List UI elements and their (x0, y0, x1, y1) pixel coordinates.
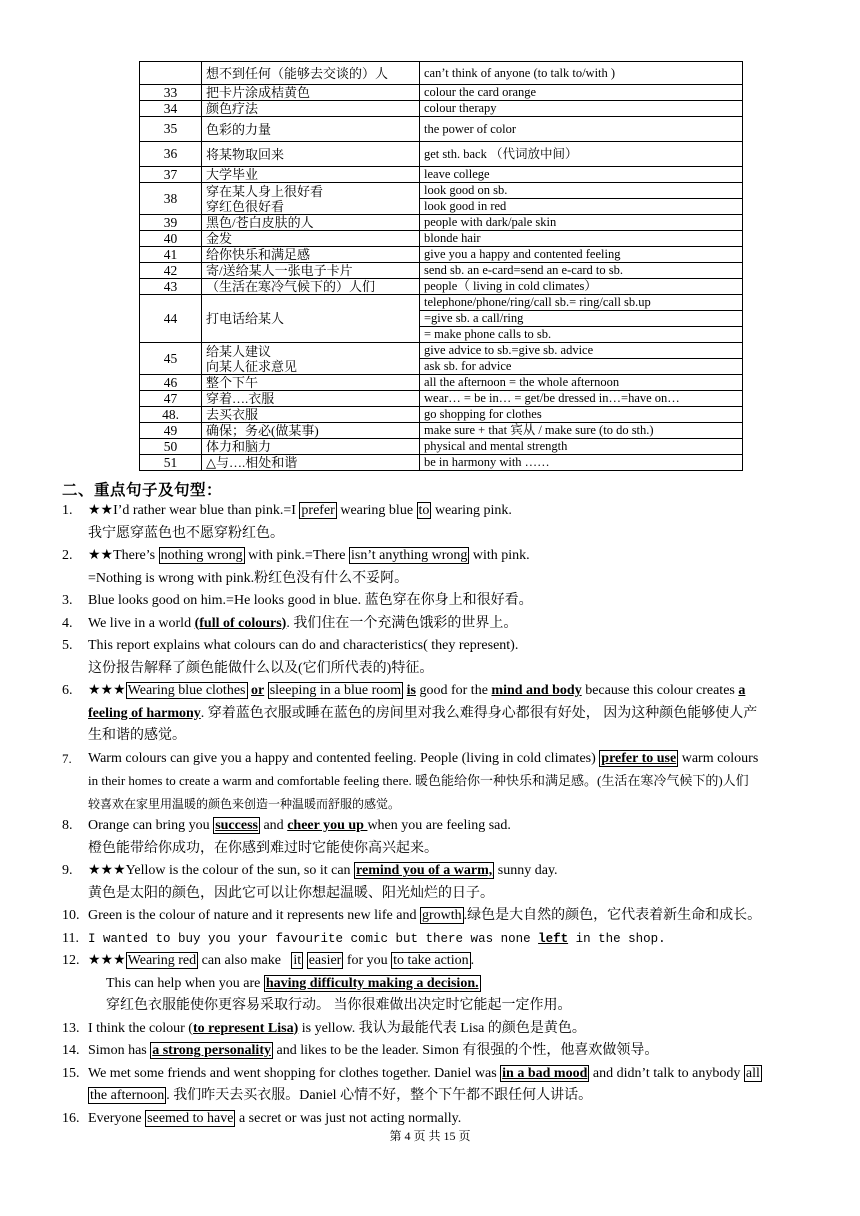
sentence-number: 16. (62, 1110, 80, 1126)
vocab-chinese: 体力和脑力 (202, 439, 420, 455)
boxed-phrase: isn’t anything wrong (350, 548, 468, 563)
sentence-number: 1. (62, 503, 73, 518)
sentence-number: 8. (62, 818, 73, 833)
boxed-phrase: seemed to have (147, 1110, 234, 1126)
sentence-2: 2. ★★There’s nothing wrong with pink.=There isn’t anything wrong with pink. (62, 545, 822, 568)
sentence-number: 15. (62, 1065, 80, 1081)
vocab-chinese: 把卡片涂成桔黄色 (202, 85, 420, 101)
sentence-number: 3. (62, 593, 73, 608)
sentence-9: 9. ★★★Yellow is the colour of the sun, so it can remind you of a warm, sunny day. (62, 860, 822, 883)
sentence-text: in their homes to create a warm and comfortable feeling there. 暖色能给你一种快乐和满足感。(生活在寒冷气候下的)人们 (88, 773, 749, 788)
vocab-row (140, 439, 743, 455)
key-phrase: cheer you up (287, 818, 368, 833)
boxed-phrase: the afternoon (90, 1088, 165, 1103)
vocab-row (140, 343, 743, 359)
sentence-text: Blue looks good on him.=He looks good in blue. 蓝色穿在你身上和很好看。 (88, 593, 533, 608)
vocab-row (140, 423, 743, 439)
sentence-number: 5. (62, 638, 73, 653)
vocab-english: people with dark/pale skin (420, 215, 743, 231)
key-sentences: 1. ★★I’d rather wear blue than pink.=I prefer wearing blue to wearing pink. 我宁愿穿蓝色也不愿穿粉红色。 2. ★★There’s nothing wrong with pink.=There isn’t anything wrong with pink. =Nothing is wrong with pink.粉红色没有什么不妥阿。 3. Blue looks good on him.=He looks good in blue. 蓝色穿在你身上和很好看。 4. We live in a world (full of colours). 我们住在一个充满色饿彩的世界上。 5. This report explains what colours can do and characteristics( they represent). 这份报告解释了颜色能做什么以及(它们所代表的)特征。 6. ★★★ Wearing blue clothes or sleeping in a blue room is good for the mind and body because this colour creates a feeling of harmony. 穿着蓝色衣服或睡在蓝色的房间里对我么难得身心都很有好处， 因为这种颜色能够使人产 生和谐的感觉。 7. Warm colours can give you a happy and contented feeling. People (living in cold climates) prefer to use warm colours in their homes to create a warm and comfortable feeling there. 暖色能给你一种快乐和满足感。(生活在寒冷气候下的)人们 较喜欢在家里用温暖的颜色来创造一种温暖而舒服的感觉。 8. Orange can bring you success and cheer you up when you are feeling sad. 橙色能带给你成功，在你感到难过时它能使你高兴起来。 9. ★★★Yellow is the colour of the sun, so it can remind you of a warm, sunny day. 黄色是太阳的颜色，因此它可以让你想起温暖、阳光灿烂的日子。 10. Green is the colour of nature and it represents new life and growth .绿色是大自然的颜色，它代表着新生命和成长。 11. I wanted to buy you your favourite comic but there was none left in the shop. 12. ★★★ Wearing red can also make it easier for you to take action . This can help when you are having difficulty making a decision. 穿红色衣服能使你更容易采取行动。 当你很难做出决定时它能起一定作用。 13. I think the colour (to represent Lisa) is yellow. 我认为最能代表 Lisa 的颜色是黄色。 14. Simon has a strong personality and likes to be the leader. Simon 有很强的个性，他喜欢做领导。 15. We met some friends and went shopping for clothes together. Daniel was in a bad mood and didn’t talk to anybody all the afternoon . 我们昨天去买衣服。Daniel 心情不好，整个下午都不跟任何人讲话。 16. Everyone seemed to have a secret or was just not acting normally. (62, 500, 822, 1130)
vocab-number: 37 (140, 167, 202, 183)
key-phrase: mind and body (491, 683, 582, 698)
vocab-row (140, 85, 743, 101)
vocab-chinese (202, 343, 420, 375)
section-heading: 二、重点句子及句型： (62, 482, 223, 499)
boxed-word: growth (422, 908, 462, 923)
vocab-english: colour the card orange (420, 85, 743, 101)
vocab-chinese: 大学毕业 (202, 167, 420, 183)
vocab-english: make sure + that 宾从 / make sure (to do sth.) (420, 423, 743, 439)
vocab-row (140, 215, 743, 231)
key-phrase: a strong personality (152, 1043, 271, 1058)
key-word: success (215, 818, 258, 833)
vocab-number: 51 (140, 455, 202, 471)
sentence-number: 13. (62, 1020, 80, 1036)
vocab-number: 48. (140, 407, 202, 423)
translation: 黄色是太阳的颜色，因此它可以让你想起温暖、阳光灿烂的日子。 (88, 885, 494, 901)
vocab-number: 33 (140, 85, 202, 101)
sentence-13: 13. I think the colour (to represent Lisa) is yellow. 我认为最能代表 Lisa 的颜色是黄色。 (62, 1018, 822, 1041)
vocab-english: physical and mental strength (420, 439, 743, 455)
translation: =Nothing is wrong with pink.粉红色没有什么不妥阿。 (88, 570, 409, 586)
translation: 这份报告解释了颜色能做什么以及(它们所代表的)特征。 (88, 660, 434, 676)
vocab-number: 39 (140, 215, 202, 231)
key-word: is (406, 683, 416, 698)
sentence-12: 12. ★★★ Wearing red can also make it easier for you to take action . (62, 950, 822, 973)
vocab-chinese: 金发 (202, 231, 420, 247)
sentence-number: 10. (62, 908, 80, 923)
vocab-chinese: 整个下午 (202, 375, 420, 391)
vocab-english: the power of color (420, 117, 743, 142)
vocab-number: 45 (140, 343, 202, 375)
sentence-number: 14. (62, 1043, 80, 1058)
vocab-number: 47 (140, 391, 202, 407)
vocab-row (140, 375, 743, 391)
key-phrase: remind you of a warm, (356, 863, 493, 878)
vocab-english: look good in red (420, 199, 743, 215)
vocab-row (140, 279, 743, 295)
translation: 生和谐的感觉。 (88, 728, 186, 743)
vocab-chinese: 给你快乐和满足感 (202, 247, 420, 263)
vocab-number: 35 (140, 117, 202, 142)
vocab-english: get sth. back （代词放中间） (420, 142, 743, 167)
vocab-english: people（ living in cold climates） (420, 279, 743, 295)
vocab-chinese-line: 穿红色很好看 (206, 198, 285, 214)
vocab-english: give you a happy and contented feeling (420, 247, 743, 263)
translation: 穿红色衣服能使你更容易采取行动。 当你很难做出决定时它能起一定作用。 (106, 998, 572, 1013)
boxed-word: it (293, 953, 302, 968)
vocab-chinese: 寄/送给某人一张电子卡片 (202, 263, 420, 279)
vocab-english: give advice to sb.=give sb. advice (420, 343, 743, 359)
vocab-row (140, 295, 743, 311)
sentence-number: 9. (62, 863, 73, 878)
vocab-number: 40 (140, 231, 202, 247)
key-word: a (738, 683, 746, 698)
vocab-chinese: 颜色疗法 (202, 101, 420, 117)
boxed-word: all (745, 1065, 760, 1081)
key-phrase: feeling of harmony (88, 705, 201, 721)
vocab-number: 46 (140, 375, 202, 391)
vocab-row (140, 101, 743, 117)
vocab-number: 38 (140, 183, 202, 215)
vocab-english: ask sb. for advice (420, 359, 743, 375)
key-phrase: prefer to use (601, 750, 677, 766)
vocab-english: send sb. an e-card=send an e-card to sb. (420, 263, 743, 279)
vocab-chinese: 黑色/苍白皮肤的人 (202, 215, 420, 231)
key-phrase: in a bad mood (502, 1065, 588, 1081)
sentence-text: This report explains what colours can do and characteristics( they represent). (88, 638, 519, 653)
key-word: left (538, 931, 569, 946)
sentence-11: 11. I wanted to buy you your favourite comic but there was none left in the shop. (62, 928, 822, 951)
vocab-row (140, 247, 743, 263)
vocab-english: wear… = be in… = get/be dressed in…=have on… (420, 391, 743, 407)
sentence-14: 14. Simon has a strong personality and likes to be the leader. Simon 有很强的个性，他喜欢做领导。 (62, 1040, 822, 1063)
vocab-row (140, 263, 743, 279)
translation: 我宁愿穿蓝色也不愿穿粉红色。 (88, 525, 284, 541)
sentence-6: 6. ★★★ Wearing blue clothes or sleeping in a blue room is good for the mind and body because this colour creates a (62, 680, 822, 703)
vocab-english: go shopping for clothes (420, 407, 743, 423)
sentence-1: 1. ★★I’d rather wear blue than pink.=I prefer wearing blue to wearing pink. (62, 500, 822, 523)
sentence-number: 7. (62, 750, 72, 766)
key-word: or (251, 683, 265, 698)
translation: 较喜欢在家里用温暖的颜色来创造一种温暖而舒服的感觉。 (88, 796, 401, 811)
sentence-number: 6. (62, 683, 73, 698)
vocab-english: look good on sb. (420, 183, 743, 199)
vocab-number: 50 (140, 439, 202, 455)
sentence-8: 8. Orange can bring you success and cheer you up when you are feeling sad. (62, 815, 822, 838)
vocab-chinese: 确保；务必(做某事) (202, 423, 420, 439)
vocab-table (139, 61, 743, 471)
sentence-number: 2. (62, 548, 73, 563)
sentence-4: 4. We live in a world (full of colours). 我们住在一个充满色饿彩的世界上。 (62, 613, 822, 636)
page-footer: 第 4 页 共 15 页 (389, 1129, 471, 1143)
sentence-10: 10. Green is the colour of nature and it represents new life and growth .绿色是大自然的颜色，它代表着新生命和成长。 (62, 905, 822, 928)
sentence-number: 4. (62, 615, 73, 631)
vocab-number: 36 (140, 142, 202, 167)
vocab-english: blonde hair (420, 231, 743, 247)
vocab-chinese: 将某物取回来 (202, 142, 420, 167)
boxed-word: easier (308, 953, 342, 968)
vocab-chinese: 想不到任何（能够去交谈的）人 (202, 62, 420, 85)
vocab-row (140, 455, 743, 471)
key-phrase: (full of colours) (194, 615, 287, 631)
vocab-english: = make phone calls to sb. (420, 327, 743, 343)
vocab-row (140, 142, 743, 167)
vocab-row (140, 62, 743, 85)
vocab-row (140, 117, 743, 142)
vocab-english: can’t think of anyone (to talk to/with ) (420, 62, 743, 85)
vocab-chinese: （生活在寒冷气候下的）人们 (202, 279, 420, 295)
vocab-chinese: 打电话给某人 (202, 295, 420, 343)
boxed-word: prefer (301, 503, 335, 518)
key-phrase: to represent Lisa) (192, 1020, 299, 1036)
vocab-chinese-line: 给某人建议 (206, 343, 272, 359)
vocab-chinese: 色彩的力量 (202, 117, 420, 142)
vocab-chinese-line: 穿在某人身上很好看 (206, 183, 324, 199)
vocab-chinese: △与….相处和谐 (202, 455, 420, 471)
sentence-7: 7. Warm colours can give you a happy and contented feeling. People (living in cold climates) prefer to use warm colours (62, 748, 822, 771)
sentence-3 (62, 590, 822, 613)
vocab-number: 34 (140, 101, 202, 117)
sentence-16: 16. Everyone seemed to have a secret or was just not acting normally. (62, 1108, 822, 1131)
boxed-phrase: nothing wrong (160, 548, 243, 563)
vocab-chinese-line: 向某人征求意见 (206, 358, 298, 374)
boxed-phrase: sleeping in a blue room (269, 683, 402, 698)
vocab-english: telephone/phone/ring/call sb.= ring/call sb.up (420, 295, 743, 311)
sentence-5 (62, 635, 822, 658)
vocab-row (140, 231, 743, 247)
boxed-phrase: to take action (393, 953, 469, 968)
vocab-english: be in harmony with …… (420, 455, 743, 471)
boxed-phrase: Wearing red (127, 953, 197, 968)
vocab-number: 43 (140, 279, 202, 295)
key-phrase: having difficulty making a decision. (265, 975, 479, 991)
vocab-chinese: 去买衣服 (202, 407, 420, 423)
vocab-row (140, 167, 743, 183)
vocab-chinese (202, 183, 420, 215)
translation: 橙色能带给你成功，在你感到难过时它能使你高兴起来。 (88, 840, 438, 856)
vocab-english: leave college (420, 167, 743, 183)
boxed-phrase: Wearing blue clothes (127, 683, 246, 698)
vocab-row (140, 183, 743, 199)
sentence-number: 11. (62, 930, 79, 946)
vocab-chinese: 穿着….衣服 (202, 391, 420, 407)
vocab-english: all the afternoon = the whole afternoon (420, 375, 743, 391)
vocab-row (140, 391, 743, 407)
vocab-number: 41 (140, 247, 202, 263)
sentence-number: 12. (62, 953, 80, 968)
vocab-number: 42 (140, 263, 202, 279)
vocab-number: 44 (140, 295, 202, 343)
vocab-number (140, 62, 202, 85)
vocab-english: =give sb. a call/ring (420, 311, 743, 327)
sentence-15: 15. We met some friends and went shopping for clothes together. Daniel was in a bad mood and didn’t talk to anybody all (62, 1063, 822, 1086)
boxed-word: to (418, 503, 430, 518)
vocab-row (140, 407, 743, 423)
vocab-english: colour therapy (420, 101, 743, 117)
vocab-number: 49 (140, 423, 202, 439)
